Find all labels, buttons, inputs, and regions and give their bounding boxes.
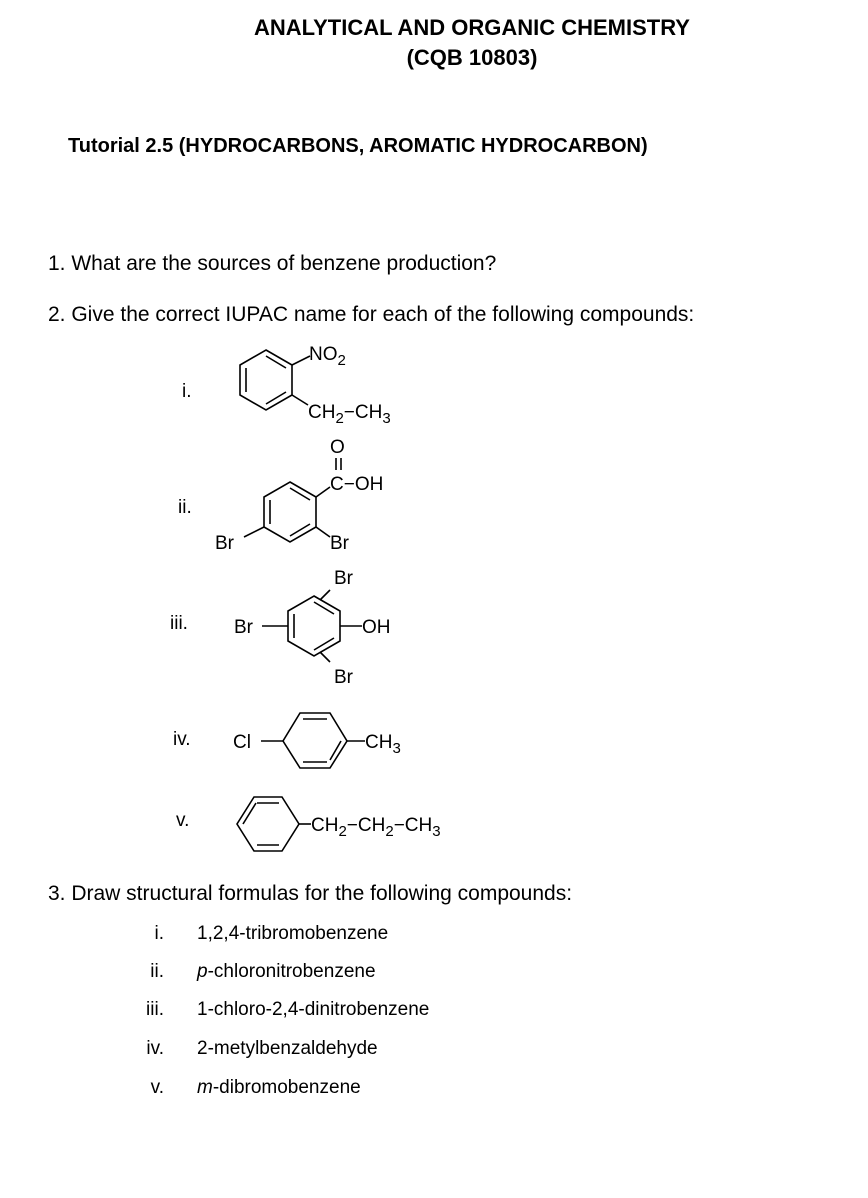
nitro-group: $NO_2$ <box>309 344 346 369</box>
propyl-chain: $CH_2-CH_2-CH_3$ <box>311 815 441 840</box>
q2-numeral-iii: iii. <box>170 613 188 634</box>
carboxylic-acid: C−OH <box>330 474 384 495</box>
q2-numeral-v: v. <box>176 810 190 831</box>
q3-numeral-i: i. <box>154 923 164 944</box>
carbonyl-oxygen: O <box>330 437 345 458</box>
q2-numeral-ii: ii. <box>178 497 192 518</box>
q3-item-ii <box>197 961 376 983</box>
q3-numeral-iv: iv. <box>146 1038 164 1059</box>
q2-numeral-iv: iv. <box>173 729 191 750</box>
bromo-left: Br <box>234 617 253 638</box>
hydroxyl: OH <box>362 617 391 638</box>
compound-iii-structure <box>234 568 391 688</box>
q3-item-ii-prefix: p <box>197 961 208 982</box>
compound-iv-structure <box>233 713 401 768</box>
q3-item-v <box>197 1077 361 1099</box>
q3-numeral-ii: ii. <box>150 961 164 982</box>
q3-item-ii-name: -chloronitrobenzene <box>207 961 376 982</box>
question-2: 2. Give the correct IUPAC name for each of the following compounds: <box>48 303 695 326</box>
methyl: $CH_3$ <box>365 732 401 757</box>
bromo-left: Br <box>215 533 234 554</box>
q3-item-iii: 1-chloro-2,4-dinitrobenzene <box>197 999 430 1020</box>
question-1: 1. What are the sources of benzene production? <box>48 252 497 275</box>
compound-v-structure <box>237 797 441 851</box>
question-3: 3. Draw structural formulas for the following compounds: <box>48 882 573 905</box>
chloro: Cl <box>233 732 251 753</box>
q2-numeral-i: i. <box>182 381 192 402</box>
q3-item-iv: 2-metylbenzaldehyde <box>197 1038 378 1059</box>
q3-numeral-iii: iii. <box>146 999 164 1020</box>
bromo-right: Br <box>330 533 349 554</box>
q3-item-v-prefix: m <box>197 1077 213 1098</box>
compound-i-structure <box>240 344 391 427</box>
course-code: (CQB 10803) <box>406 45 538 70</box>
bromo-top: Br <box>334 568 353 589</box>
q3-item-v-name: -dibromobenzene <box>212 1077 361 1098</box>
course-title: ANALYTICAL AND ORGANIC CHEMISTRY <box>254 15 690 40</box>
ethyl-group: $CH_2-CH_3$ <box>308 402 391 427</box>
tutorial-title: Tutorial 2.5 (HYDROCARBONS, AROMATIC HYDROCARBON) <box>68 135 648 157</box>
bromo-bottom: Br <box>334 667 353 688</box>
q3-item-i: 1,2,4-tribromobenzene <box>197 923 389 944</box>
compound-ii-structure <box>215 437 383 554</box>
q3-numeral-v: v. <box>150 1077 164 1098</box>
